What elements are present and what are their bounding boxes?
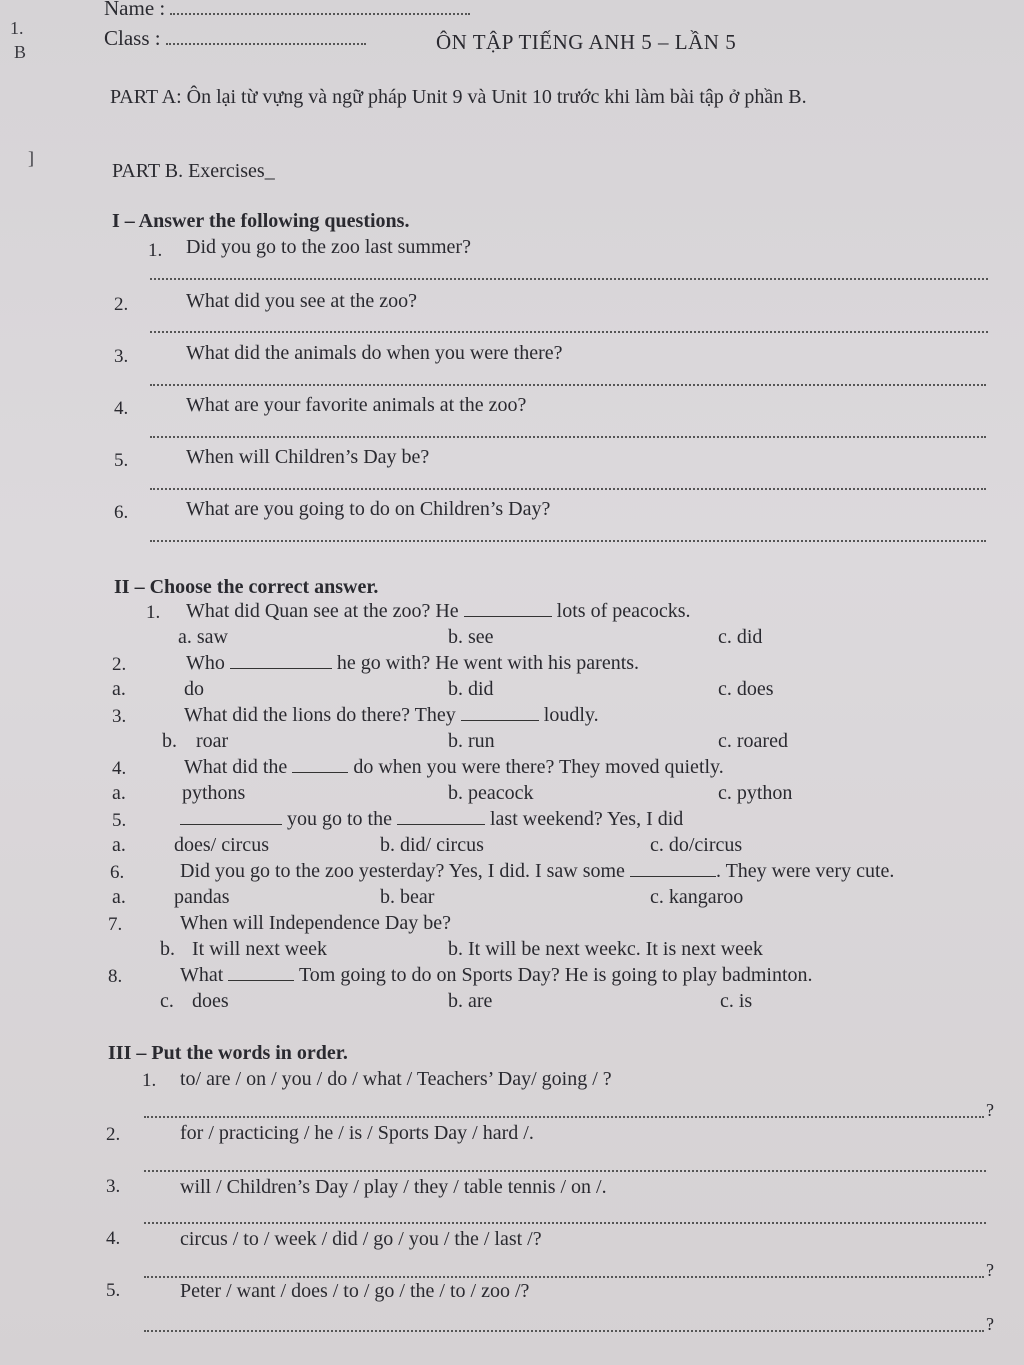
part-a-instruction: PART A: Ôn lại từ vựng và ngữ pháp Unit 9 và Unit 10 trước khi làm bài tập ở phần B. [110,86,807,108]
s3-q2-text: for / practicing / he / is / Sports Day / hard /. [180,1122,534,1144]
s2-q8-blank[interactable] [228,964,294,981]
s2-q7-option-a[interactable]: It will next week [192,938,327,960]
s2-q2-text [186,652,639,675]
s2-q2-blank[interactable] [230,652,332,669]
s2-q1-number: 1. [146,602,161,623]
s2-q3-option-a[interactable]: roar [196,730,229,752]
s2-q4-number: 4. [112,758,127,779]
class-field [104,26,366,51]
s2-q3-text-before: What did the lions do there? They [184,704,456,726]
s2-q6-text [180,860,894,883]
s2-q8-option-a-label: c. [160,990,174,1012]
s2-q5-option-c[interactable]: c. do/circus [650,834,743,856]
s2-q6-number: 6. [110,862,125,883]
s2-q8-option-b[interactable]: b. are [448,990,493,1012]
s2-q2-text-before: Who [186,652,225,674]
s2-q7-number: 7. [108,914,123,935]
s1-q3-number: 3. [114,346,129,367]
s2-q8-text-after: Tom going to do on Sports Day? He is going to play badminton. [298,964,813,986]
s2-q4-option-c[interactable]: c. python [718,782,793,804]
s2-q7-text: When will Independence Day be? [180,912,451,934]
s3-q4-end-mark: ? [986,1260,994,1280]
s2-q4-option-a-label: a. [112,782,126,804]
s1-q4-text: What are your favorite animals at the zoo? [186,394,527,416]
s1-q6-number: 6. [114,502,129,523]
s3-q4-answer-line[interactable] [144,1276,984,1278]
s2-q3-option-a-label: b. [162,730,177,752]
s2-q6-option-b[interactable]: b. bear [380,886,435,908]
section-1-heading: I – Answer the following questions. [112,210,410,232]
s2-q3-option-b[interactable]: b. run [448,730,495,752]
s2-q6-text-before: Did you go to the zoo yesterday? Yes, I did. I saw some [180,860,625,882]
margin-mark-1: 1. [10,18,24,38]
name-label: Name : [104,0,166,20]
s2-q8-number: 8. [108,966,123,987]
s2-q5-option-b[interactable]: b. did/ circus [380,834,484,856]
s2-q6-text-after: . They were very cute. [715,860,895,882]
s2-q3-blank[interactable] [461,704,539,721]
s1-q4-number: 4. [114,398,129,419]
s1-q2-answer-line[interactable] [150,331,988,333]
s3-q1-text: to/ are / on / you / do / what / Teachers’ Day/ going / ? [180,1068,612,1090]
s3-q4-number: 4. [106,1228,121,1249]
s3-q2-number: 2. [106,1124,121,1145]
s2-q1-option-a[interactable]: a. saw [178,626,228,648]
s2-q8-option-a[interactable]: does [192,990,229,1012]
worksheet-title: ÔN TẬP TIẾNG ANH 5 – LẦN 5 [436,30,737,54]
s2-q3-number: 3. [112,706,127,727]
s1-q6-answer-line[interactable] [150,540,986,542]
s1-q1-number: 1. [148,240,163,261]
s3-q1-end-mark: ? [986,1100,994,1120]
s1-q3-answer-line[interactable] [150,384,986,386]
s3-q5-end-mark: ? [986,1314,994,1334]
s2-q5-blank-1[interactable] [180,808,282,825]
s2-q5-text-after: last weekend? Yes, I did [490,808,684,830]
s1-q5-number: 5. [114,450,129,471]
s2-q4-text-after: do when you were there? They moved quietly. [353,756,724,778]
s2-q8-text [180,964,813,987]
s3-q3-number: 3. [106,1176,121,1197]
s2-q8-option-c[interactable]: c. is [720,990,753,1012]
s2-q5-text [180,808,683,831]
s1-q5-text: When will Children’s Day be? [186,446,430,468]
s2-q5-option-a[interactable]: does/ circus [174,834,269,856]
s2-q6-option-a[interactable]: pandas [174,886,230,908]
s2-q1-option-c[interactable]: c. did [718,626,763,648]
s1-q6-text: What are you going to do on Children’s Day? [186,498,551,520]
s1-q2-number: 2. [114,294,129,315]
class-blank[interactable] [166,29,366,45]
s2-q2-option-b[interactable]: b. did [448,678,494,700]
s2-q2-number: 2. [112,654,127,675]
s2-q3-option-c[interactable]: c. roared [718,730,788,752]
s2-q5-text-before: you go to the [287,808,392,830]
s3-q4-text: circus / to / week / did / go / you / the / last /? [180,1228,542,1250]
name-field [104,0,470,21]
name-blank[interactable] [170,0,470,15]
s3-q5-answer-line[interactable] [144,1330,984,1332]
s2-q7-option-b[interactable]: b. It will be next weekc. It is next week [448,938,763,960]
s1-q4-answer-line[interactable] [150,436,986,438]
s3-q2-answer-line[interactable] [144,1170,986,1172]
s2-q2-option-c[interactable]: c. does [718,678,774,700]
s2-q1-text-before: What did Quan see at the zoo? He [186,600,459,622]
s2-q6-blank[interactable] [630,860,716,877]
s1-q3-text: What did the animals do when you were there? [186,342,563,364]
s2-q4-option-a[interactable]: pythons [182,782,246,804]
s2-q5-option-a-label: a. [112,834,126,856]
section-2-heading: II – Choose the correct answer. [114,576,379,598]
section-3-heading: III – Put the words in order. [108,1042,348,1064]
s2-q8-text-before: What [180,964,224,986]
s1-q5-answer-line[interactable] [150,488,986,490]
s2-q3-text-after: loudly. [543,704,599,726]
margin-mark-bracket: ] [28,148,34,168]
s2-q2-option-a-label: a. [112,678,126,700]
s3-q5-text: Peter / want / does / to / go / the / to / zoo /? [180,1280,530,1302]
s2-q1-blank[interactable] [464,600,552,617]
s2-q7-option-a-label: b. [160,938,175,960]
s2-q4-text-before: What did the [184,756,288,778]
part-b-heading: PART B. Exercises_ [112,160,275,182]
s3-q3-text: will / Children’s Day / play / they / table tennis / on /. [180,1176,607,1198]
s3-q1-answer-line[interactable] [144,1116,984,1118]
margin-mark-b: B [14,42,27,62]
s2-q4-blank[interactable] [292,756,348,773]
s3-q3-answer-line[interactable] [144,1222,986,1224]
s2-q6-option-c[interactable]: c. kangaroo [650,886,744,908]
s2-q1-text-after: lots of peacocks. [556,600,691,622]
s3-q1-number: 1. [142,1070,157,1091]
s2-q5-blank-2[interactable] [397,808,485,825]
s3-q5-number: 5. [106,1280,121,1301]
s2-q3-text [184,704,599,727]
s2-q5-number: 5. [112,810,127,831]
s1-q1-text: Did you go to the zoo last summer? [186,236,471,258]
s2-q4-option-b[interactable]: b. peacock [448,782,534,804]
s2-q1-text [186,600,691,623]
s2-q2-option-a[interactable]: do [184,678,204,700]
s2-q6-option-a-label: a. [112,886,126,908]
class-label: Class : [104,26,161,50]
s2-q2-text-after: he go with? He went with his parents. [336,652,640,674]
s1-q1-answer-line[interactable] [150,278,988,280]
s2-q1-option-b[interactable]: b. see [448,626,494,648]
s1-q2-text: What did you see at the zoo? [186,290,418,312]
s2-q4-text [184,756,724,779]
